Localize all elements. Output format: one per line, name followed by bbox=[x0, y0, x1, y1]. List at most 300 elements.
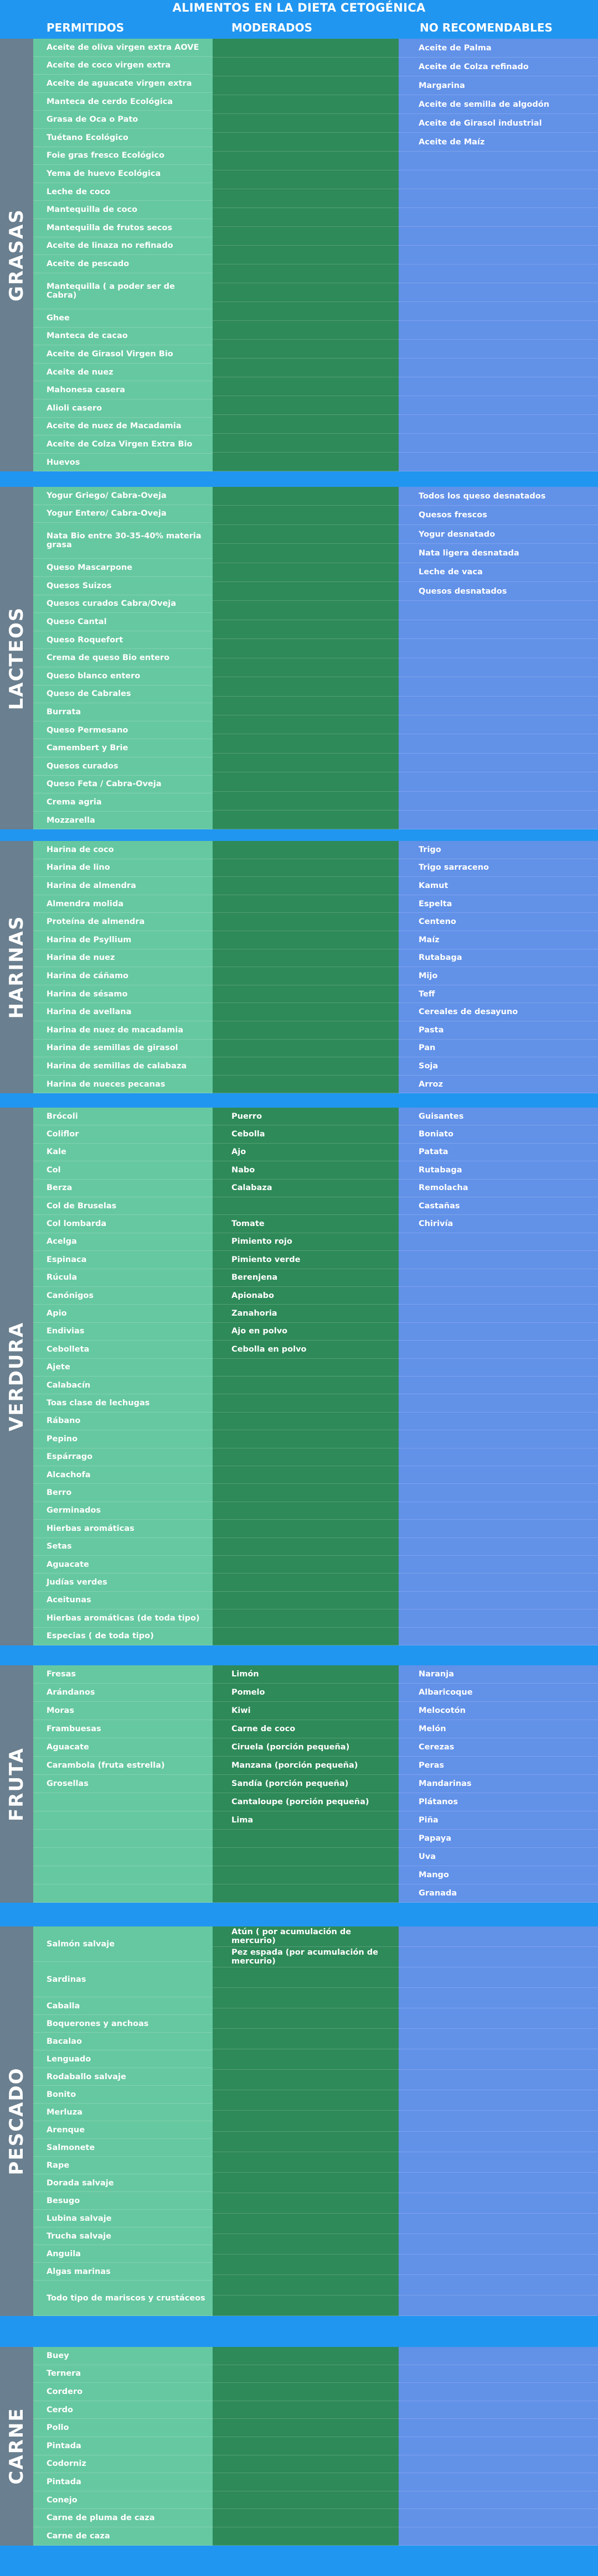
food-item: Quesos Suizos bbox=[47, 581, 112, 590]
food-item: Berza bbox=[47, 1183, 73, 1193]
table-cell bbox=[399, 1377, 598, 1394]
food-item: Mantequilla ( a poder ser de Cabra) bbox=[47, 282, 175, 300]
header-no-recomendables: NO RECOMENDABLES bbox=[420, 21, 553, 34]
table-cell bbox=[213, 1592, 399, 1609]
table-cell bbox=[33, 859, 213, 877]
table-cell bbox=[399, 453, 598, 471]
food-item: Pasta bbox=[419, 1025, 444, 1035]
food-item: Dorada salvaje bbox=[47, 2178, 114, 2188]
moderados-column bbox=[213, 1665, 399, 1903]
table-cell bbox=[213, 1738, 399, 1757]
table-cell bbox=[399, 340, 598, 359]
table-cell bbox=[399, 1628, 598, 1645]
food-item: Mahonesa casera bbox=[47, 386, 125, 395]
table-cell bbox=[399, 2111, 598, 2131]
food-item: Queso Mascarpone bbox=[47, 563, 132, 573]
food-item: Proteína de almendra bbox=[47, 917, 145, 927]
food-item: Sandía (porción pequeña) bbox=[231, 1779, 349, 1788]
table-cell bbox=[213, 1793, 399, 1811]
table-cell bbox=[33, 219, 213, 237]
table-cell bbox=[33, 1251, 213, 1269]
table-cell bbox=[399, 1793, 598, 1811]
table-cell bbox=[213, 95, 399, 114]
table-cell bbox=[399, 949, 598, 968]
table-cell bbox=[399, 1287, 598, 1305]
food-item: Trigo bbox=[419, 845, 441, 854]
table-cell bbox=[213, 1520, 399, 1538]
table-cell bbox=[399, 1233, 598, 1251]
food-item: Soja bbox=[419, 1061, 439, 1071]
table-cell bbox=[399, 2173, 598, 2193]
section-label-text: PESCADO bbox=[6, 2067, 28, 2175]
table-cell bbox=[213, 525, 399, 544]
food-item: Buey bbox=[47, 2351, 69, 2360]
table-cell bbox=[213, 1466, 399, 1484]
table-cell bbox=[213, 76, 399, 95]
no-recomendables-column bbox=[399, 2347, 598, 2546]
table-cell bbox=[33, 2210, 213, 2227]
table-cell bbox=[399, 2437, 598, 2455]
table-cell bbox=[213, 1233, 399, 1251]
food-item: Tomate bbox=[231, 1219, 265, 1229]
food-item: Anguila bbox=[47, 2249, 81, 2258]
table-cell bbox=[213, 1684, 399, 1702]
table-cell bbox=[213, 1967, 399, 1988]
table-cell bbox=[213, 772, 399, 791]
table-cell bbox=[33, 111, 213, 129]
table-cell bbox=[213, 1251, 399, 1269]
food-item: Naranja bbox=[419, 1670, 454, 1679]
table-cell bbox=[33, 793, 213, 812]
food-item: Calabaza bbox=[231, 1183, 272, 1193]
food-item: Centeno bbox=[419, 917, 456, 927]
table-cell bbox=[33, 2121, 213, 2139]
table-cell bbox=[213, 582, 399, 601]
food-item: Aceite de coco virgen extra bbox=[47, 61, 171, 70]
table-cell bbox=[213, 1377, 399, 1394]
food-item: Cerezas bbox=[419, 1743, 455, 1752]
table-cell bbox=[213, 2401, 399, 2419]
food-item: Margarina bbox=[419, 81, 465, 90]
table-cell bbox=[213, 2527, 399, 2546]
table-cell bbox=[33, 776, 213, 794]
table-cell bbox=[33, 1412, 213, 1430]
table-cell bbox=[33, 703, 213, 721]
table-cell bbox=[213, 1394, 399, 1412]
table-cell bbox=[213, 208, 399, 227]
section-carne bbox=[0, 2347, 598, 2546]
food-item: Trucha salvaje bbox=[47, 2231, 111, 2241]
table-cell bbox=[213, 1757, 399, 1775]
food-item: Pez espada (por acumulación de mercurio) bbox=[231, 1948, 378, 1966]
table-cell bbox=[399, 563, 598, 582]
table-cell bbox=[399, 601, 598, 620]
table-cell bbox=[33, 1484, 213, 1502]
food-item: Carambola (fruta estrella) bbox=[47, 1761, 165, 1770]
table-cell bbox=[33, 129, 213, 147]
section-label-text: GRASAS bbox=[6, 209, 28, 302]
table-cell bbox=[33, 985, 213, 1004]
table-cell bbox=[213, 1926, 399, 1947]
section-label-text: HARINAS bbox=[6, 915, 28, 1019]
table-cell bbox=[399, 227, 598, 246]
table-cell bbox=[213, 2295, 399, 2316]
table-cell bbox=[213, 1848, 399, 1866]
permitidos-column bbox=[33, 1665, 213, 1903]
table-cell bbox=[33, 841, 213, 859]
food-item: Arenque bbox=[47, 2125, 85, 2134]
table-cell bbox=[399, 754, 598, 772]
table-cell bbox=[33, 1040, 213, 1058]
header-permitidos: PERMITIDOS bbox=[47, 21, 125, 34]
table-cell bbox=[213, 1359, 399, 1377]
food-item: Rutabaga bbox=[419, 1165, 462, 1175]
table-cell bbox=[33, 2365, 213, 2383]
table-cell bbox=[399, 246, 598, 264]
table-cell bbox=[33, 1021, 213, 1040]
table-cell bbox=[213, 283, 399, 302]
food-item: Pimiento rojo bbox=[231, 1237, 292, 1247]
table-cell bbox=[399, 208, 598, 227]
table-cell bbox=[399, 1144, 598, 1161]
table-cell bbox=[33, 1269, 213, 1287]
food-item: Espárrago bbox=[47, 1452, 93, 1462]
table-cell bbox=[399, 189, 598, 208]
food-item: Moras bbox=[47, 1706, 74, 1715]
table-cell bbox=[213, 1197, 399, 1215]
table-cell bbox=[213, 2437, 399, 2455]
table-cell bbox=[399, 1021, 598, 1040]
food-item: Aceite de aguacate virgen extra bbox=[47, 79, 192, 88]
permitidos-column bbox=[33, 39, 213, 471]
table-cell bbox=[399, 321, 598, 340]
table-cell bbox=[213, 1502, 399, 1520]
food-item: Boquerones y anchoas bbox=[47, 2019, 149, 2028]
table-cell bbox=[33, 1502, 213, 1520]
table-cell bbox=[399, 877, 598, 895]
permitidos-column bbox=[33, 1108, 213, 1645]
food-item: Apionabo bbox=[231, 1291, 274, 1300]
table-cell bbox=[399, 2509, 598, 2527]
table-cell bbox=[33, 1180, 213, 1197]
section-label bbox=[0, 1108, 33, 1645]
food-item: Zanahoria bbox=[231, 1309, 277, 1318]
food-item: Setas bbox=[47, 1542, 72, 1551]
food-item: Huevos bbox=[47, 458, 80, 467]
table-cell bbox=[33, 685, 213, 704]
table-cell bbox=[213, 189, 399, 208]
table-cell bbox=[33, 812, 213, 830]
table-cell bbox=[399, 1180, 598, 1197]
table-cell bbox=[399, 697, 598, 715]
food-item: Chirivía bbox=[419, 1219, 453, 1229]
table-cell bbox=[33, 1520, 213, 1538]
page-title: ALIMENTOS EN LA DIETA CETOGÉNICA bbox=[172, 1, 426, 14]
table-cell bbox=[33, 2139, 213, 2157]
table-cell bbox=[399, 283, 598, 302]
table-cell bbox=[33, 1793, 213, 1811]
table-cell bbox=[213, 264, 399, 283]
food-item: Yema de huevo Ecológica bbox=[47, 169, 161, 178]
table-cell bbox=[213, 1484, 399, 1502]
table-cell bbox=[399, 620, 598, 639]
food-item: Atún ( por acumulación de mercurio) bbox=[231, 1928, 352, 1946]
food-item: Mijo bbox=[419, 971, 438, 980]
table-cell bbox=[399, 985, 598, 1004]
table-cell bbox=[399, 1988, 598, 2008]
table-cell bbox=[213, 544, 399, 563]
table-cell bbox=[213, 2111, 399, 2131]
food-item: Queso Feta / Cabra-Oveja bbox=[47, 780, 162, 789]
table-cell bbox=[213, 985, 399, 1004]
table-cell bbox=[399, 582, 598, 601]
table-cell bbox=[213, 114, 399, 133]
table-cell bbox=[33, 1720, 213, 1738]
food-item: Limón bbox=[231, 1670, 259, 1679]
table-cell bbox=[399, 639, 598, 658]
table-cell bbox=[213, 1144, 399, 1161]
table-cell bbox=[33, 1665, 213, 1684]
food-item: Pimiento verde bbox=[231, 1255, 301, 1264]
table-cell bbox=[399, 1161, 598, 1179]
table-cell bbox=[33, 1377, 213, 1394]
food-item: Teff bbox=[419, 989, 435, 999]
food-item: Carne de pluma de caza bbox=[47, 2513, 155, 2523]
table-cell bbox=[399, 1003, 598, 1021]
table-cell bbox=[33, 505, 213, 523]
table-cell bbox=[213, 1665, 399, 1684]
food-item: Merluza bbox=[47, 2107, 83, 2117]
table-cell bbox=[33, 255, 213, 273]
table-cell bbox=[213, 453, 399, 471]
table-cell bbox=[399, 1830, 598, 1848]
table-cell bbox=[33, 1448, 213, 1466]
table-cell bbox=[399, 2132, 598, 2152]
table-cell bbox=[213, 792, 399, 811]
table-cell bbox=[33, 183, 213, 201]
table-cell bbox=[399, 1125, 598, 1143]
food-item: Judías verdes bbox=[47, 1578, 107, 1587]
table-cell bbox=[33, 435, 213, 454]
food-item: Queso blanco entero bbox=[47, 671, 141, 681]
section-verdura bbox=[0, 1108, 598, 1645]
food-item: Harina de avellana bbox=[47, 1007, 132, 1017]
table-cell bbox=[399, 841, 598, 859]
table-cell bbox=[399, 772, 598, 791]
food-item: Endivias bbox=[47, 1327, 85, 1336]
table-cell bbox=[33, 2068, 213, 2086]
section-label-text: FRUTA bbox=[6, 1747, 28, 1821]
food-item: Aguacate bbox=[47, 1743, 89, 1752]
table-cell bbox=[33, 399, 213, 418]
table-cell bbox=[399, 525, 598, 544]
table-cell bbox=[213, 246, 399, 264]
table-cell bbox=[399, 1359, 598, 1377]
table-cell bbox=[33, 2050, 213, 2068]
food-item: Aceite de Girasol industrial bbox=[419, 118, 542, 128]
no-recomendables-column bbox=[399, 487, 598, 829]
food-item: Manzana (porción pequeña) bbox=[231, 1761, 358, 1770]
table-cell bbox=[213, 2008, 399, 2029]
table-cell bbox=[33, 2086, 213, 2104]
table-cell bbox=[399, 1967, 598, 1988]
food-item: Puerro bbox=[231, 1112, 262, 1121]
table-cell bbox=[33, 1556, 213, 1573]
food-item: Pintada bbox=[47, 2441, 81, 2450]
table-cell bbox=[33, 1076, 213, 1094]
food-item: Crema agria bbox=[47, 797, 102, 807]
table-cell bbox=[399, 1520, 598, 1538]
section-label bbox=[0, 1665, 33, 1903]
table-cell bbox=[213, 1628, 399, 1645]
section-label bbox=[0, 2347, 33, 2546]
table-cell bbox=[33, 1215, 213, 1233]
food-item: Remolacha bbox=[419, 1183, 468, 1193]
table-cell bbox=[213, 811, 399, 829]
table-cell bbox=[33, 2527, 213, 2546]
table-cell bbox=[399, 415, 598, 434]
food-item: Granada bbox=[419, 1889, 457, 1898]
table-cell bbox=[33, 363, 213, 382]
table-cell bbox=[399, 658, 598, 677]
permitidos-column bbox=[33, 1926, 213, 2316]
food-item: Crema de queso Bio entero bbox=[47, 653, 170, 663]
food-item: Aceite de Colza Virgen Extra Bio bbox=[47, 439, 193, 449]
food-item: Grasa de Oca o Pato bbox=[47, 115, 138, 124]
food-item: Piña bbox=[419, 1816, 439, 1825]
table-cell bbox=[213, 1125, 399, 1143]
table-cell bbox=[33, 895, 213, 913]
section-label-text: VERDURA bbox=[6, 1321, 28, 1432]
table-cell bbox=[213, 1040, 399, 1058]
table-cell bbox=[399, 2234, 598, 2255]
table-cell bbox=[213, 1341, 399, 1358]
table-cell bbox=[213, 1021, 399, 1040]
table-cell bbox=[399, 895, 598, 913]
food-item: Boniato bbox=[419, 1130, 453, 1139]
table-cell bbox=[213, 1988, 399, 2008]
food-item: Cereales de desayuno bbox=[419, 1007, 518, 1017]
section-label bbox=[0, 1926, 33, 2316]
food-item: Salmonete bbox=[47, 2143, 95, 2152]
table-cell bbox=[213, 841, 399, 859]
table-cell bbox=[33, 2509, 213, 2527]
table-cell bbox=[33, 1197, 213, 1215]
table-cell bbox=[213, 1430, 399, 1448]
table-cell bbox=[399, 2527, 598, 2546]
table-cell bbox=[399, 1884, 598, 1903]
food-item: Harina de coco bbox=[47, 845, 114, 854]
table-cell bbox=[33, 237, 213, 256]
table-cell bbox=[399, 544, 598, 563]
table-cell bbox=[213, 2234, 399, 2255]
food-item: Ajo en polvo bbox=[231, 1327, 288, 1336]
table-cell bbox=[213, 1866, 399, 1884]
food-item: Papaya bbox=[419, 1834, 451, 1843]
table-cell bbox=[213, 1412, 399, 1430]
table-cell bbox=[33, 1811, 213, 1830]
table-cell bbox=[213, 2132, 399, 2152]
table-cell bbox=[399, 1848, 598, 1866]
table-cell bbox=[213, 2365, 399, 2383]
food-item: Harina de nuez bbox=[47, 953, 115, 963]
food-item: Carne de caza bbox=[47, 2531, 110, 2541]
food-item: Todos los queso desnatados bbox=[419, 491, 546, 501]
food-item: Arándanos bbox=[47, 1688, 95, 1697]
table-cell bbox=[213, 133, 399, 152]
table-cell bbox=[399, 1323, 598, 1341]
table-cell bbox=[399, 2383, 598, 2401]
table-cell bbox=[213, 2029, 399, 2049]
table-cell bbox=[213, 415, 399, 434]
table-cell bbox=[33, 649, 213, 667]
table-cell bbox=[213, 1180, 399, 1197]
table-cell bbox=[33, 1108, 213, 1125]
table-cell bbox=[399, 2401, 598, 2419]
table-cell bbox=[213, 2214, 399, 2234]
table-cell bbox=[33, 2455, 213, 2474]
table-cell bbox=[399, 434, 598, 453]
table-cell bbox=[33, 2419, 213, 2437]
table-cell bbox=[213, 2383, 399, 2401]
food-item: Yogur Entero/ Cabra-Oveja bbox=[47, 509, 167, 518]
table-cell bbox=[33, 1997, 213, 2015]
food-item: Aceite de Girasol Virgen Bio bbox=[47, 349, 173, 359]
table-cell bbox=[399, 1484, 598, 1502]
table-cell bbox=[213, 2173, 399, 2193]
table-cell bbox=[213, 39, 399, 58]
food-item: Cantaloupe (porción pequeña) bbox=[231, 1798, 369, 1806]
table-cell bbox=[33, 273, 213, 309]
table-cell bbox=[33, 39, 213, 57]
food-item: Aceite de nuez de Macadamia bbox=[47, 422, 182, 431]
food-item: Berenjena bbox=[231, 1273, 278, 1282]
food-item: Pomelo bbox=[231, 1688, 265, 1697]
table-cell bbox=[33, 757, 213, 776]
table-cell bbox=[213, 1884, 399, 1903]
table-cell bbox=[399, 58, 598, 76]
table-cell bbox=[213, 1947, 399, 1967]
food-item: Rábano bbox=[47, 1416, 81, 1426]
food-item: Alioli casero bbox=[47, 403, 102, 413]
table-cell bbox=[213, 895, 399, 913]
food-item: Col de Bruselas bbox=[47, 1201, 117, 1211]
food-item: Pepino bbox=[47, 1434, 78, 1443]
table-cell bbox=[213, 1305, 399, 1322]
table-cell bbox=[399, 2255, 598, 2275]
table-cell bbox=[33, 2347, 213, 2365]
table-cell bbox=[213, 859, 399, 877]
table-cell bbox=[213, 2275, 399, 2295]
table-cell bbox=[213, 2419, 399, 2437]
table-cell bbox=[33, 1394, 213, 1412]
table-cell bbox=[213, 2473, 399, 2491]
food-item: Aceite de pescado bbox=[47, 259, 130, 268]
table-cell bbox=[399, 2090, 598, 2111]
food-item: Bonito bbox=[47, 2090, 76, 2099]
table-cell bbox=[33, 2401, 213, 2419]
table-cell bbox=[33, 1287, 213, 1305]
table-cell bbox=[213, 877, 399, 895]
food-item: Pan bbox=[419, 1043, 436, 1053]
table-cell bbox=[33, 1830, 213, 1848]
table-cell bbox=[399, 1269, 598, 1287]
table-cell bbox=[213, 396, 399, 415]
table-cell bbox=[33, 165, 213, 183]
table-cell bbox=[33, 1866, 213, 1884]
food-item: Brócoli bbox=[47, 1112, 78, 1121]
table-cell bbox=[399, 1197, 598, 1215]
